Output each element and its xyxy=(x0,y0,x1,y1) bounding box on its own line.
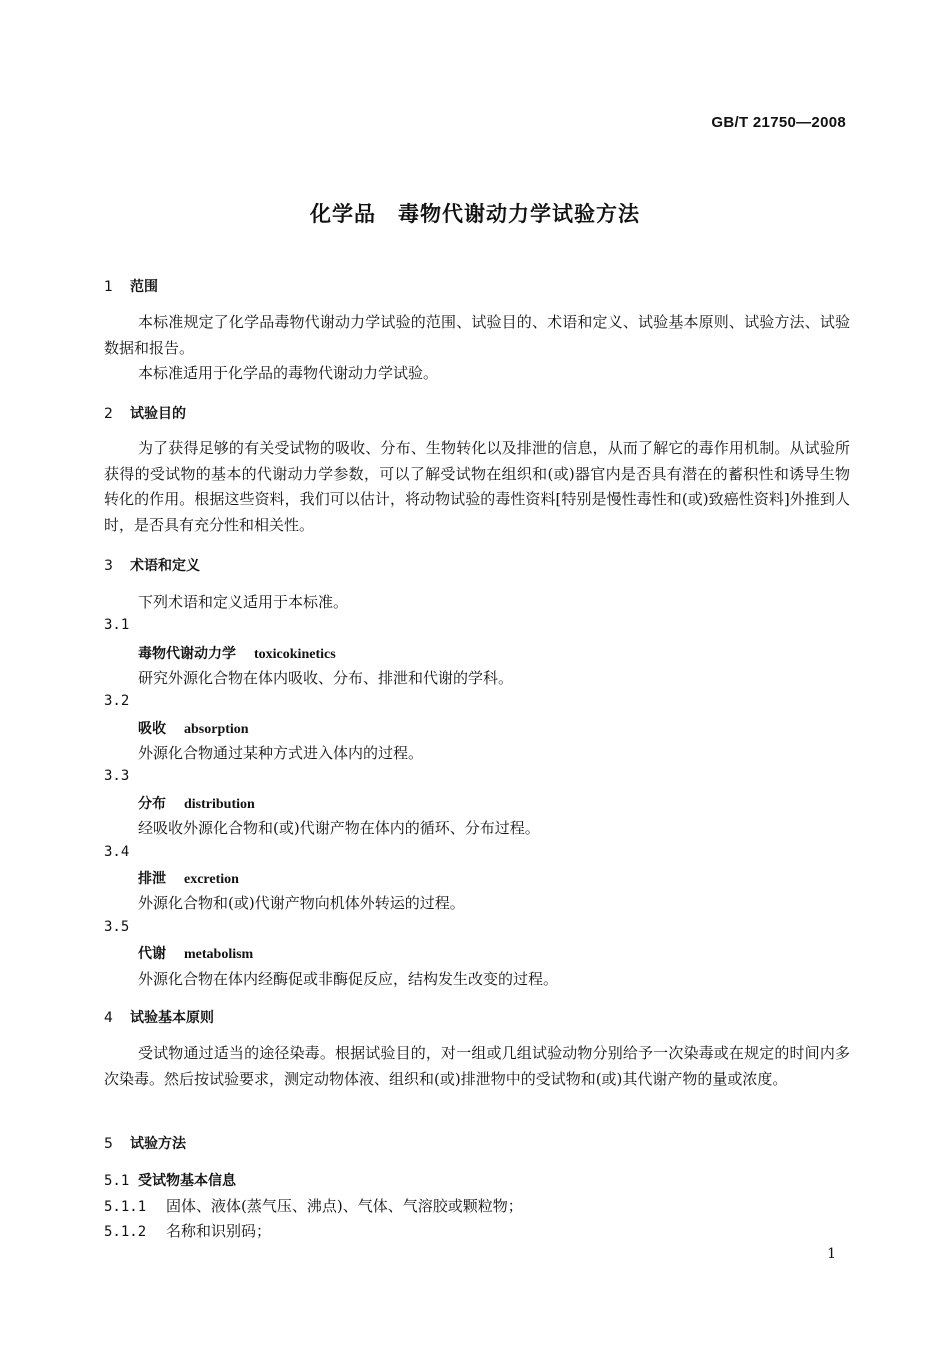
list-item xyxy=(104,1195,523,1216)
term-english: distribution xyxy=(184,797,255,812)
section-number: 1 xyxy=(104,279,113,295)
document-title: 化学品 毒物代谢动力学试验方法 xyxy=(310,202,640,226)
term-entry xyxy=(138,868,239,888)
term-entry xyxy=(138,943,253,963)
section-2-paragraph: 为了获得足够的有关受试物的吸收、分布、生物转化以及排泄的信息，从而了解它的毒作用机制。从试验所获得的受试物的基本的代谢动力学参数，可以了解受试物在组织和(或)器官内是否具有潜在的蓄积性和诱导生物转化的作用。根据这些资料，我们可以估计，将动物试验的毒性资料[特别是慢性毒性和(或)致癌性资料]外推到人时，是否具有充分性和相关性。 xyxy=(104,439,850,534)
section-number: 4 xyxy=(104,1010,113,1026)
term-english: excretion xyxy=(184,872,239,887)
term-chinese: 毒物代谢动力学 xyxy=(138,646,236,662)
section-4-paragraph: 受试物通过适当的途径染毒。根据试验目的，对一组或几组试验动物分别给予一次染毒或在规定的时间内多次染毒。然后按试验要求，测定动物体液、组织和(或)排泄物中的受试物和(或)其代谢产物的量或浓度。 xyxy=(104,1044,850,1088)
clause-number: 3.5 xyxy=(104,919,130,935)
page-number: 1 xyxy=(827,1246,836,1262)
list-item xyxy=(104,1220,271,1241)
section-5-heading xyxy=(104,1133,186,1153)
term-entry xyxy=(138,793,255,813)
term-definition: 研究外源化合物在体内吸收、分布、排泄和代谢的学科。 xyxy=(138,669,514,687)
section-2-heading xyxy=(104,403,186,423)
section-1-paragraph-2: 本标准适用于化学品的毒物代谢动力学试验。 xyxy=(138,364,439,382)
item-number: 5.1.1 xyxy=(104,1199,147,1215)
term-english: metabolism xyxy=(184,947,254,962)
section-4-heading xyxy=(104,1007,214,1027)
subsection-title: 受试物基本信息 xyxy=(138,1173,236,1189)
term-entry xyxy=(138,643,336,663)
section-title: 术语和定义 xyxy=(130,558,200,574)
section-1-heading xyxy=(104,276,158,296)
clause-number: 3.4 xyxy=(104,844,130,860)
term-definition: 外源化合物通过某种方式进入体内的过程。 xyxy=(138,744,424,762)
term-definition: 外源化合物在体内经酶促或非酶促反应，结构发生改变的过程。 xyxy=(138,970,559,988)
item-number: 5.1.2 xyxy=(104,1224,147,1240)
term-chinese: 分布 xyxy=(138,796,166,812)
section-number: 2 xyxy=(104,406,113,422)
term-english: toxicokinetics xyxy=(254,647,336,662)
section-number: 3 xyxy=(104,558,113,574)
standard-number: GB/T 21750—2008 xyxy=(711,114,846,131)
section-title: 试验目的 xyxy=(130,406,186,422)
clause-number: 3.3 xyxy=(104,768,130,784)
section-1-paragraph-1: 本标准规定了化学品毒物代谢动力学试验的范围、试验目的、术语和定义、试验基本原则、试验方法、试验数据和报告。 xyxy=(104,313,850,357)
section-title: 范围 xyxy=(130,279,158,295)
item-text: 名称和识别码； xyxy=(166,1222,272,1240)
clause-number: 3.1 xyxy=(104,617,130,633)
section-number: 5 xyxy=(104,1136,113,1152)
subsection-5-1-heading xyxy=(104,1170,236,1190)
item-text: 固体、液体(蒸气压、沸点)、气体、气溶胶或颗粒物； xyxy=(166,1197,523,1215)
term-chinese: 吸收 xyxy=(138,721,166,737)
section-title: 试验方法 xyxy=(130,1136,186,1152)
term-definition: 外源化合物和(或)代谢产物向机体外转运的过程。 xyxy=(138,894,465,912)
term-english: absorption xyxy=(184,722,249,737)
clause-number: 3.2 xyxy=(104,693,130,709)
subsection-number: 5.1 xyxy=(104,1173,130,1189)
term-chinese: 代谢 xyxy=(138,946,166,962)
section-3-heading xyxy=(104,555,200,575)
section-title: 试验基本原则 xyxy=(130,1010,214,1026)
term-chinese: 排泄 xyxy=(138,871,166,887)
section-3-intro: 下列术语和定义适用于本标准。 xyxy=(138,593,349,611)
term-entry xyxy=(138,718,249,738)
term-definition: 经吸收外源化合物和(或)代谢产物在体内的循环、分布过程。 xyxy=(138,819,540,837)
